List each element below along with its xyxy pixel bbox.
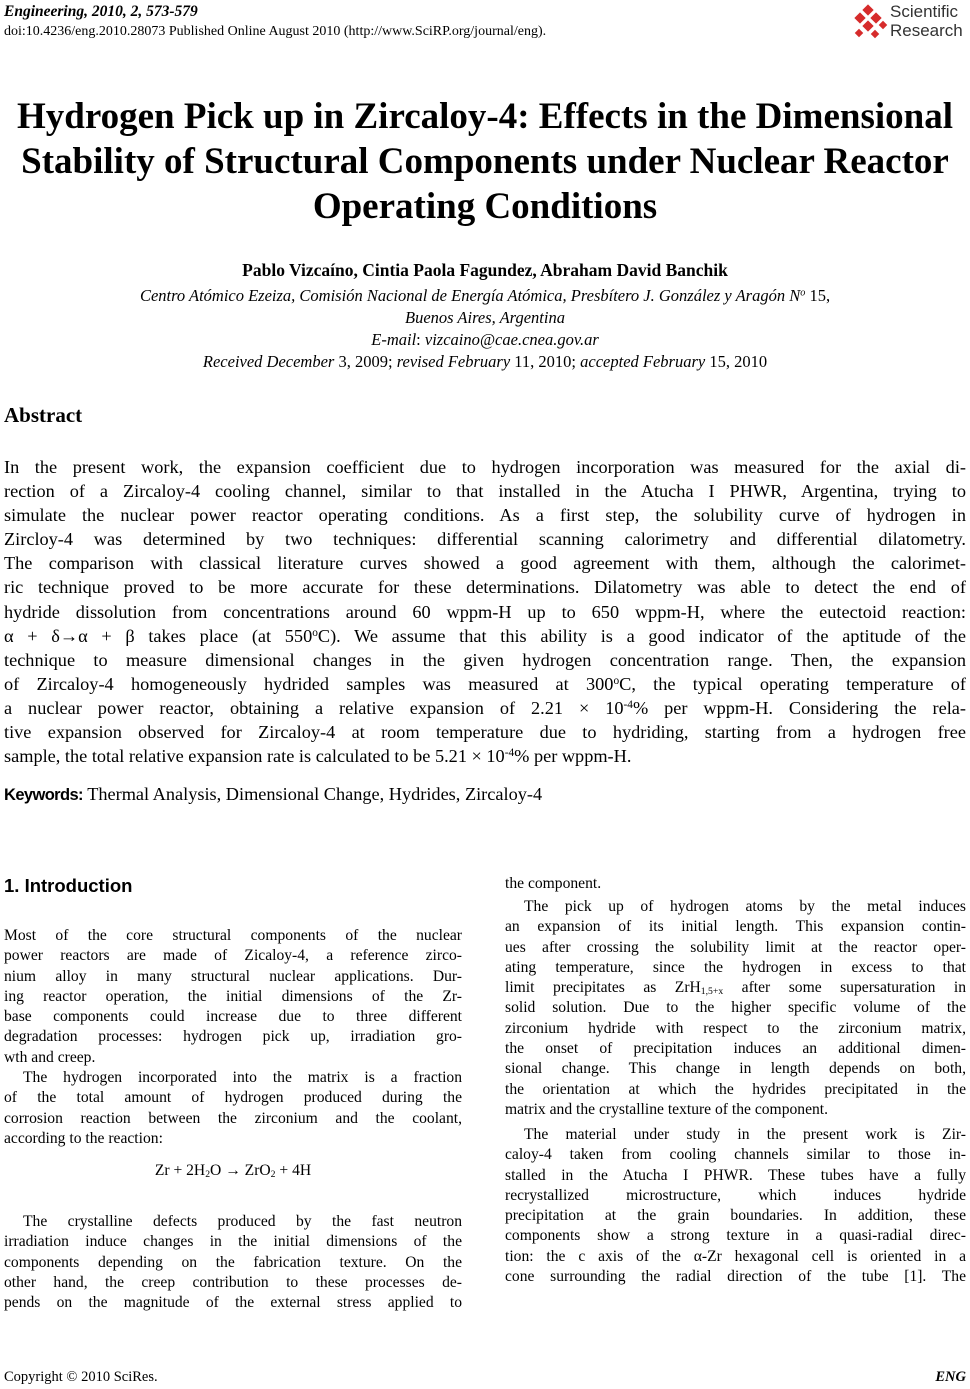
abstract-line: sample, the total relative expansion rate is calculated to be $5.21 \times 10^{-4}\%$ per wppm-H.	[4, 746, 632, 767]
title-line-2: Stability of Structural Components under Nuclear Reactor	[21, 141, 949, 182]
journal-abbrev: ENG	[935, 1369, 966, 1385]
abstract-line: ric technique proved to be more accurate for these determinations. Dilatometry was able to detect the end of	[4, 577, 966, 598]
abstract-line: The comparison with classical literature curves showed a good agreement with them, although the calorimet-	[4, 553, 966, 574]
authors: Pablo Vizcaíno, Cintia Paola Fagundez, Abraham David Banchik	[242, 260, 728, 280]
affiliation-line-2: Buenos Aires, Argentina	[405, 308, 565, 327]
left-column-paragraph-2: The hydrogen incorporated into the matrix is a fraction of the total amount of hydrogen produced during the corrosion reaction between the zirconium and the coolant, according to the reaction:	[4, 1069, 462, 1147]
keywords-text: Thermal Analysis, Dimensional Change, Hydrides, Zircaloy-4	[82, 784, 543, 804]
abstract-line: a nuclear power reactor, obtaining a relative expansion of $2.21 \times 10^{-4}\%$ per wppm-H. Considering the rela-	[4, 697, 966, 718]
logo-line-1: Scientific	[890, 2, 959, 21]
affiliation-block	[0, 285, 970, 373]
affiliation-line-1: Centro Atómico Ezeiza, Comisión Nacional de Energía Atómica, Presbítero J. González y Aragón $N^o$ 15,	[139, 286, 831, 305]
email-link[interactable]: vizcaino@cae.cnea.gov.ar	[424, 330, 599, 349]
abstract-line: hydride dissolution from concentrations around 60 wppm-H up to 650 wppm-H, where the eutectoid reaction:	[4, 601, 966, 622]
keywords	[4, 784, 542, 805]
copyright: Copyright © 2010 SciRes.	[4, 1369, 158, 1385]
doi-line: doi:10.4236/eng.2010.28073 Published Online August 2010 (http://www.SciRP.org/journal/eng).	[4, 24, 547, 39]
publisher-logo-text	[890, 2, 963, 40]
right-column-paragraph-0: the component.	[505, 875, 602, 892]
abstract-line: technique to measure dimensional changes in the given hydrogen concentration range. Then, the expansion	[4, 649, 966, 670]
abstract-line: simulate the nuclear power reactor operating conditions. As a first step, the solubility curve of hydrogen in	[4, 505, 966, 526]
abstract-line: tive expansion observed for Zircaloy-4 at room temperature due to hydriding, starting from a hydrogen free	[4, 722, 966, 743]
abstract-line: In the present work, the expansion coefficient due to hydrogen incorporation was measured for the axial di-	[4, 457, 966, 477]
section-heading-introduction: 1. Introduction	[4, 875, 133, 896]
abstract-line: Zircloy-4 was determined by two techniques: differential scanning calorimetry and differential dilatometry.	[4, 529, 966, 550]
title-line-1: Hydrogen Pick up in Zircaloy-4: Effects in the Dimensional	[17, 96, 953, 137]
publisher-logo-mark-icon	[850, 4, 888, 42]
journal-name: Engineering	[4, 3, 85, 20]
email-line: E-mail: vizcaino@cae.cnea.gov.ar	[371, 330, 599, 349]
abstract-line: of Zircaloy-4 homogeneously hydrided samples was measured at 300$^o$C, the typical operating temperature of	[4, 673, 966, 694]
abstract-line: α + δ→α + β takes place (at 550$^o$C). We assume that this ability is a good indicator of the aptitude of the	[4, 625, 966, 646]
journal-citation	[4, 3, 198, 21]
abstract-line: rection of a Zircaloy-4 cooling channel, similar to that installed in the Atucha I PHWR, Argentina, trying to	[4, 481, 966, 502]
abstract-body	[4, 455, 966, 768]
journal-volume: , 2010, 2, 573-579	[84, 3, 198, 20]
logo-line-2: Research	[890, 21, 963, 40]
reaction-equation: $Zr + 2H_2O \to ZrO_2 + 4H$	[154, 1162, 312, 1180]
abstract-heading: Abstract	[4, 403, 83, 427]
paper-title	[0, 94, 970, 229]
right-column-paragraph-2: The material under study in the present work is Zir- caloy-4 taken from cooling channels similar to those in- stalled in the Atucha I PHWR. These tubes have a fully recrystallized microstructure, which induces hydride precipitation at the grain boundaries. In addition, these components show a strong texture in a quasi-radial direc- tion: the c axis of the α-Zr hexagonal cell is oriented in a cone surrounding the radial direction of the tube [1]. The	[505, 1126, 966, 1286]
right-column-paragraph-1: The pick up of hydrogen atoms by the metal induces an expansion of its initial length. This expansion contin- ues after crossing the solubility limit at the reactor oper- ating temperature, since the hydrogen in excess to that limit precipitates as ZrH$_{1,5+x}$ after some supersaturation in solid solution. Due to the higher specific volume of the zirconium hydride with respect to the zirconium matrix, the onset of precipitation induces an additional dimen- sional change. This change in length depends on both, the orientation at which the hydrides precipitated in the matrix and the crystalline texture of the component.	[505, 898, 967, 1118]
left-column-paragraph-3: The crystalline defects produced by the fast neutron irradiation induce changes in the initial dimensions of the components depending on the fabrication texture. On the other hand, the creep contribution to these processes de- pends on the magnitude of the external stress applied to	[4, 1213, 462, 1312]
keywords-label: Keywords:	[4, 786, 83, 804]
title-line-3: Operating Conditions	[312, 186, 658, 227]
left-column-paragraph-1: Most of the core structural components of the nuclear power reactors are made of Zicaloy-4, a reference zirco- nium alloy in many structural nuclear applications. Dur- ing reactor operation, the initial dimensions of the Zr- base components could increase due to three different degradation processes: hydrogen pick up, irradiation gro- wth and creep.	[4, 927, 462, 1066]
dates-line: Received December 3, 2009; revised February 11, 2010; accepted February 15, 2010	[202, 352, 768, 371]
publisher-logo	[850, 2, 968, 44]
